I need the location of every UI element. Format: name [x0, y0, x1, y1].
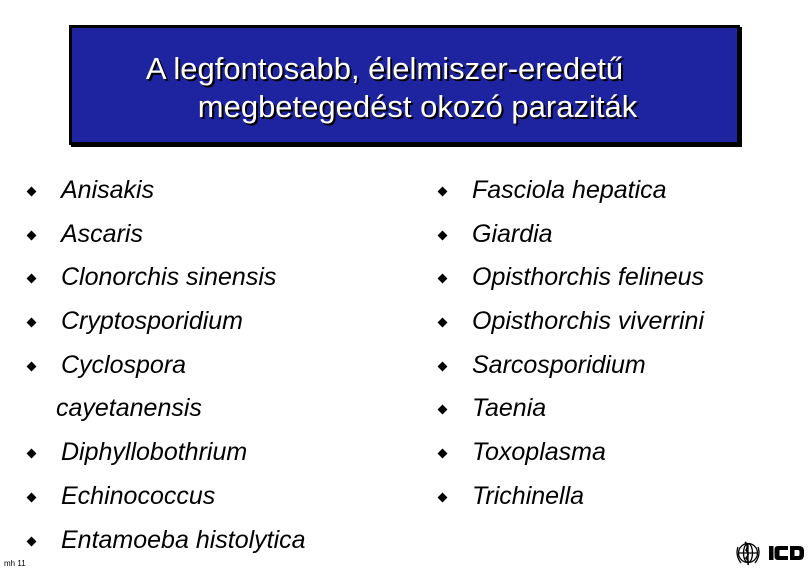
title-box: [69, 25, 740, 145]
list-item-label: Giardia: [472, 220, 553, 248]
bullet-icon: [438, 187, 448, 197]
list-item-label: cayetanensis: [56, 394, 202, 422]
list-item-label: Opisthorchis felineus: [472, 263, 705, 291]
bullet-icon: [27, 493, 37, 503]
bullet-icon: [438, 274, 448, 284]
list-item: [61, 219, 143, 249]
list-item-label: Toxoplasma: [472, 438, 606, 466]
list-item: [472, 219, 553, 249]
bullet-icon: [438, 493, 448, 503]
bullet-icon: [27, 274, 37, 284]
list-item-label: Trichinella: [472, 482, 585, 510]
logo-graphics: [736, 539, 808, 567]
slide-code: mh 11: [4, 559, 26, 568]
who-emblem-icon: [737, 542, 759, 565]
list-item-label: Taenia: [472, 394, 547, 422]
list-item: [472, 350, 646, 380]
list-item: [61, 262, 276, 292]
bullet-icon: [27, 537, 37, 547]
list-item: [61, 437, 247, 467]
list-item-label: Anisakis: [61, 176, 155, 204]
list-item: [61, 350, 186, 380]
list-item: [472, 262, 704, 292]
logo-group: [736, 539, 808, 567]
bullet-icon: [438, 318, 448, 328]
list-item-label: Clonorchis sinensis: [61, 263, 277, 291]
list-item: [472, 393, 546, 423]
title-line-1: A legfontosabb, élelmiszer-eredetű: [145, 51, 624, 86]
bullet-icon: [438, 449, 448, 459]
bullet-icon: [438, 231, 448, 241]
list-item-label: Sarcosporidium: [472, 351, 646, 379]
list-item-label: Cyclospora: [61, 351, 187, 379]
list-item: [472, 437, 606, 467]
list-item: [61, 175, 154, 205]
icd-logo-icon: [769, 546, 804, 560]
list-item: [61, 525, 306, 555]
slide-title: [72, 50, 737, 126]
list-item-label: Diphyllobothrium: [61, 438, 248, 466]
list-item-label: Fasciola hepatica: [472, 176, 667, 204]
list-item: [472, 306, 704, 336]
list-item: [472, 175, 667, 205]
bullet-icon: [27, 231, 37, 241]
list-item-label: Opisthorchis viverrini: [472, 307, 705, 335]
list-item-label: Entamoeba histolytica: [61, 526, 306, 554]
list-item-label: Echinococcus: [61, 482, 216, 510]
bullet-icon: [27, 449, 37, 459]
bullet-icon: [438, 405, 448, 415]
list-item-continuation: [56, 393, 202, 423]
bullet-icon: [27, 318, 37, 328]
list-item: [472, 481, 584, 511]
list-item: [61, 481, 215, 511]
list-item-label: Ascaris: [61, 220, 143, 248]
bullet-icon: [27, 362, 37, 372]
title-line-2: megbetegedést okozó paraziták: [197, 89, 638, 124]
bullet-icon: [27, 187, 37, 197]
list-item-label: Cryptosporidium: [61, 307, 244, 335]
list-item: [61, 306, 243, 336]
bullet-icon: [438, 362, 448, 372]
